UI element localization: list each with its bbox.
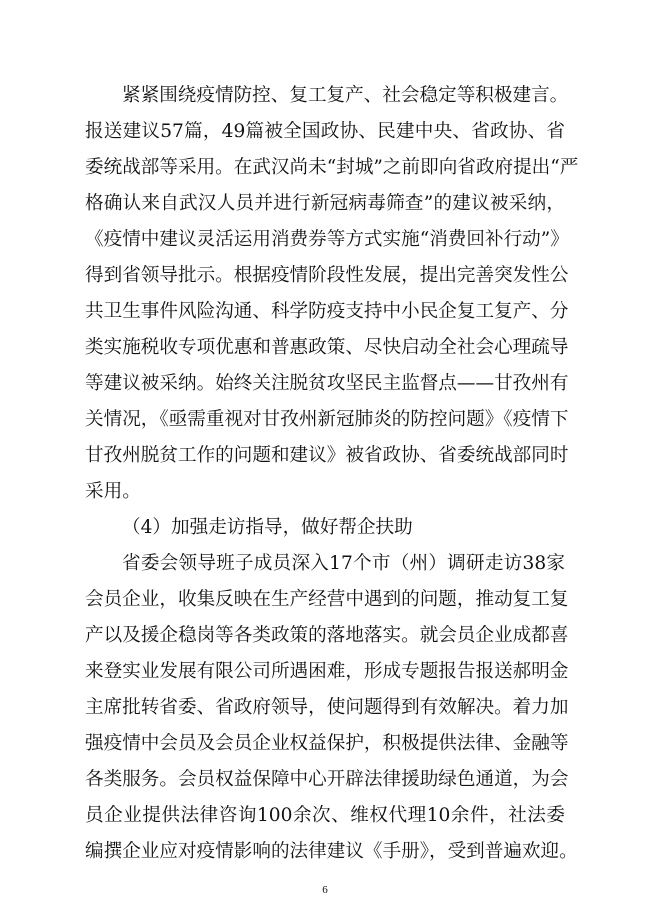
text-line: 甘孜州脱贫工作的问题和建议》被省政协、省委统战部同时 [85,445,569,466]
text-line: 得到省领导批示。根据疫情阶段性发展，提出完善突发性公 [85,265,569,286]
text-line: 《疫情中建议灵活运用消费券等方式实施“消费回补行动”》 [85,229,569,250]
text-line: 员企业提供法律咨询100余次、维权代理10余件，社法委 [85,805,565,826]
text-line: 省委会领导班子成员深入17个市（州）调研走访38家 [122,553,565,574]
text-line: 来登实业发展有限公司所遇困难，形成专题报告报送郝明金 [85,661,569,682]
text-line: 强疫情中会员及会员企业权益保护，积极提供法律、金融等 [85,733,569,754]
text-line: 主席批转省委、省政府领导，使问题得到有效解决。着力加 [85,697,569,718]
text-line: 关情况，《亟需重视对甘孜州新冠肺炎的防控问题》《疫情下 [85,409,569,430]
text-line: 会员企业，收集反映在生产经营中遇到的问题，推动复工复 [85,589,569,610]
text-line: 产以及援企稳岗等各类政策的落地落实。就会员企业成都喜 [85,625,569,646]
text-line: 共卫生事件风险沟通、科学防疫支持中小民企复工复产、分 [85,301,569,322]
section-heading: （4）加强走访指导，做好帮企扶助 [122,517,413,538]
text-line: 编撰企业应对疫情影响的法律建议《手册》，受到普遍欢迎。 [85,841,578,862]
text-line: 各类服务。会员权益保障中心开辟法律援助绿色通道，为会 [85,769,569,790]
text-line: 格确认来自武汉人员并进行新冠病毒筛查”的建议被采纳， [85,193,565,214]
text-line: 类实施税收专项优惠和普惠政策、尽快启动全社会心理疏导 [85,337,569,358]
text-line: 报送建议57篇，49篇被全国政协、民建中央、省政协、省 [85,121,565,142]
text-line: 委统战部等采用。在武汉尚未“封城”之前即向省政府提出“严 [85,157,579,178]
text-line: 等建议被采纳。始终关注脱贫攻坚民主监督点——甘孜州有 [85,373,569,394]
page-number: 6 [322,884,328,896]
text-line: 紧紧围绕疫情防控、复工复产、社会稳定等积极建言。 [122,85,569,106]
text-line: 采用。 [85,481,141,502]
